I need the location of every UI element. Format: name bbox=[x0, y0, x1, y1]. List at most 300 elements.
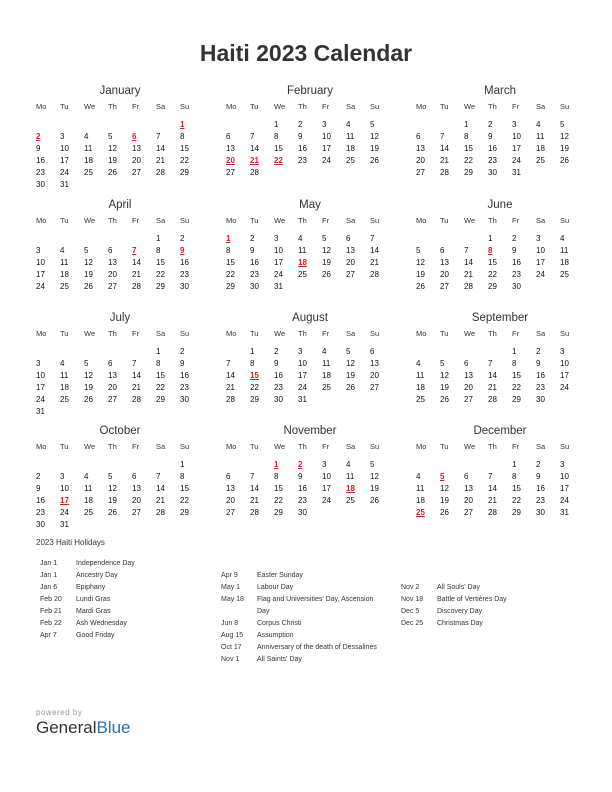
holidays-title: 2023 Haiti Holidays bbox=[36, 538, 105, 547]
day-cell: 5 bbox=[370, 120, 375, 129]
month-name: April bbox=[108, 199, 132, 211]
day-cell: 9 bbox=[536, 472, 541, 481]
holiday-name: Good Friday bbox=[76, 632, 115, 639]
holiday-date: Oct 17 bbox=[221, 644, 242, 651]
week-row bbox=[226, 155, 394, 167]
weekday-label: Sa bbox=[156, 216, 166, 225]
day-cell bbox=[560, 281, 584, 293]
week-row bbox=[36, 519, 204, 531]
week-row bbox=[36, 358, 204, 370]
page-title: Haiti 2023 Calendar bbox=[199, 40, 413, 66]
day-cell: 14 bbox=[132, 258, 141, 267]
day-cell: 22 bbox=[226, 270, 235, 279]
holiday-date: Apr 7 bbox=[40, 632, 57, 639]
day-cell: 5 bbox=[416, 246, 421, 255]
day-cell: 21 bbox=[132, 383, 141, 392]
week-row bbox=[226, 281, 394, 293]
brand-logo[interactable] bbox=[36, 718, 131, 738]
day-cell: 12 bbox=[370, 132, 379, 141]
day-cell: 21 bbox=[488, 383, 497, 392]
day-cell: 31 bbox=[36, 407, 45, 416]
day-cell: 2 bbox=[512, 234, 517, 243]
day-cell bbox=[36, 233, 60, 245]
holiday-item bbox=[40, 594, 135, 606]
day-cell bbox=[226, 459, 250, 471]
day-cell bbox=[560, 167, 584, 179]
day-cell: 27 bbox=[464, 508, 473, 517]
weekday-header bbox=[226, 327, 394, 341]
day-cell: 24 bbox=[536, 270, 545, 279]
weekday-label: We bbox=[84, 442, 96, 451]
week-row bbox=[36, 167, 204, 179]
day-cell: 21 bbox=[226, 383, 235, 392]
weekday-label: Su bbox=[370, 442, 380, 451]
day-cell bbox=[132, 346, 156, 358]
day-cell bbox=[108, 519, 132, 531]
weekday-label: Sa bbox=[536, 329, 546, 338]
day-cell bbox=[370, 507, 394, 519]
day-cell: 24 bbox=[322, 496, 331, 505]
day-cell: 1 bbox=[512, 347, 517, 356]
day-cell: 31 bbox=[60, 180, 69, 189]
day-cell: 16 bbox=[36, 496, 45, 505]
day-cell: 16 bbox=[36, 156, 45, 165]
week-row bbox=[36, 471, 204, 483]
day-cell: 25 bbox=[346, 156, 355, 165]
day-cell bbox=[416, 459, 440, 471]
holiday-item bbox=[40, 558, 135, 570]
day-cell: 24 bbox=[560, 496, 569, 505]
day-cell: 17 bbox=[512, 144, 521, 153]
powered-by-text: powered by bbox=[36, 708, 83, 717]
weekday-label: Sa bbox=[346, 329, 356, 338]
weekday-label: Mo bbox=[416, 216, 427, 225]
week-row bbox=[36, 507, 204, 519]
day-cell: 29 bbox=[488, 282, 497, 291]
day-cell: 10 bbox=[298, 359, 307, 368]
day-cell: 4 bbox=[416, 359, 421, 368]
weekday-label: Sa bbox=[156, 442, 166, 451]
day-cell: 11 bbox=[346, 132, 355, 141]
week-row bbox=[416, 507, 584, 519]
week-row bbox=[416, 346, 584, 358]
day-cell bbox=[132, 519, 156, 531]
day-cell: 11 bbox=[346, 472, 355, 481]
day-cell: 10 bbox=[322, 472, 331, 481]
week-row bbox=[416, 233, 584, 245]
weekday-label: Th bbox=[488, 442, 497, 451]
week-row bbox=[226, 257, 394, 269]
day-cell: 26 bbox=[370, 156, 379, 165]
week-row bbox=[36, 346, 204, 358]
weekday-label: We bbox=[84, 329, 96, 338]
weekday-label: Th bbox=[488, 102, 497, 111]
day-cell: 4 bbox=[346, 120, 351, 129]
holiday-date: Jun 8 bbox=[221, 620, 239, 627]
day-cell bbox=[464, 346, 488, 358]
weekday-label: Tu bbox=[60, 216, 69, 225]
weekday-label: Tu bbox=[440, 102, 449, 111]
day-cell: 27 bbox=[346, 270, 355, 279]
weekday-label: Sa bbox=[536, 102, 546, 111]
holiday-date: Nov 18 bbox=[401, 596, 424, 603]
day-cell: 5 bbox=[322, 234, 327, 243]
day-cell: 16 bbox=[512, 258, 521, 267]
weekday-label: Th bbox=[108, 102, 117, 111]
day-cell bbox=[274, 167, 298, 179]
holiday-item bbox=[221, 630, 377, 642]
day-cell: 29 bbox=[512, 395, 521, 404]
day-cell: 16 bbox=[488, 144, 497, 153]
day-cell: 9 bbox=[180, 359, 185, 368]
holiday-name: Anniversary of the death of Dessalines bbox=[257, 644, 377, 651]
day-cell: 26 bbox=[322, 270, 331, 279]
week-row bbox=[416, 257, 584, 269]
day-cell: 14 bbox=[488, 484, 497, 493]
day-cell: 22 bbox=[512, 383, 521, 392]
weekday-label: Su bbox=[560, 329, 570, 338]
week-row bbox=[416, 143, 584, 155]
day-cell: 5 bbox=[560, 120, 565, 129]
day-cell bbox=[84, 346, 108, 358]
week-row bbox=[416, 394, 584, 406]
weekday-label: Th bbox=[298, 329, 307, 338]
day-cell: 11 bbox=[416, 371, 425, 380]
day-cell: 14 bbox=[250, 484, 259, 493]
day-cell bbox=[84, 406, 108, 418]
holiday-column bbox=[401, 582, 507, 630]
day-cell bbox=[156, 459, 180, 471]
day-cell: 23 bbox=[536, 496, 545, 505]
weekday-label: Th bbox=[298, 102, 307, 111]
day-cell bbox=[298, 167, 322, 179]
day-cell: 14 bbox=[440, 144, 449, 153]
day-cell: 22 bbox=[156, 383, 165, 392]
day-cell: 13 bbox=[226, 484, 235, 493]
day-cell: 25 bbox=[322, 383, 331, 392]
day-cell: 3 bbox=[36, 359, 41, 368]
day-cell: 24 bbox=[60, 168, 69, 177]
weekday-label: Mo bbox=[416, 329, 427, 338]
holiday-date: Feb 22 bbox=[40, 620, 62, 627]
day-cell: 13 bbox=[108, 258, 117, 267]
month-name: November bbox=[283, 425, 337, 437]
holiday-date: Apr 9 bbox=[221, 572, 238, 579]
day-cell: 5 bbox=[108, 472, 113, 481]
weekday-label: Su bbox=[370, 102, 380, 111]
day-cell bbox=[346, 507, 370, 519]
day-cell: 29 bbox=[156, 282, 165, 291]
day-cell: 3 bbox=[560, 460, 565, 469]
day-cell bbox=[180, 406, 204, 418]
day-cell: 27 bbox=[416, 168, 425, 177]
weekday-label: We bbox=[464, 442, 476, 451]
day-cell: 16 bbox=[298, 144, 307, 153]
day-cell bbox=[132, 119, 156, 131]
weekday-label: Th bbox=[108, 216, 117, 225]
day-cell: 20 bbox=[464, 496, 473, 505]
day-cell: 15 bbox=[274, 484, 283, 493]
day-cell: 13 bbox=[108, 371, 117, 380]
month-january bbox=[36, 84, 204, 191]
weekday-label: Mo bbox=[226, 442, 237, 451]
week-row bbox=[226, 269, 394, 281]
day-cell: 11 bbox=[84, 484, 93, 493]
holiday-item bbox=[40, 570, 135, 582]
day-cell: 28 bbox=[440, 168, 449, 177]
holiday-date: Jan 1 bbox=[40, 572, 58, 579]
week-row bbox=[226, 167, 394, 179]
day-cell bbox=[488, 346, 512, 358]
day-cell: 13 bbox=[464, 484, 473, 493]
holiday-item bbox=[221, 594, 377, 606]
day-cell: 17 bbox=[536, 258, 545, 267]
day-cell: 30 bbox=[536, 508, 545, 517]
holiday-date: Jan 6 bbox=[40, 584, 58, 591]
week-row bbox=[36, 370, 204, 382]
day-cell: 26 bbox=[346, 383, 355, 392]
day-cell: 8 bbox=[250, 359, 255, 368]
holiday-item bbox=[40, 630, 135, 642]
day-cell: 7 bbox=[250, 472, 255, 481]
week-row bbox=[36, 155, 204, 167]
weekday-label: Tu bbox=[250, 102, 259, 111]
day-cell: 16 bbox=[298, 484, 307, 493]
weekday-label: We bbox=[274, 442, 286, 451]
day-cell: 14 bbox=[156, 484, 165, 493]
holiday-name: Ash Wednesday bbox=[76, 620, 127, 627]
week-row bbox=[36, 179, 204, 191]
day-cell bbox=[132, 459, 156, 471]
day-cell: 29 bbox=[512, 508, 521, 517]
day-cell bbox=[108, 406, 132, 418]
day-cell: 22 bbox=[156, 270, 165, 279]
day-cell: 18 bbox=[84, 496, 93, 505]
day-cell: 6 bbox=[108, 246, 113, 255]
day-cell: 10 bbox=[560, 359, 569, 368]
day-cell: 11 bbox=[416, 484, 425, 493]
day-cell bbox=[440, 459, 464, 471]
week-row bbox=[416, 155, 584, 167]
day-cell: 26 bbox=[416, 282, 425, 291]
month-august bbox=[226, 311, 394, 406]
day-cell: 8 bbox=[274, 132, 279, 141]
day-cell: 17 bbox=[560, 484, 569, 493]
day-cell: 17 bbox=[36, 383, 45, 392]
day-cell: 14 bbox=[464, 258, 473, 267]
day-cell: 20 bbox=[416, 156, 425, 165]
day-cell: 20 bbox=[440, 270, 449, 279]
day-cell: 2 bbox=[180, 234, 185, 243]
day-cell bbox=[440, 233, 464, 245]
day-cell: 18 bbox=[322, 371, 331, 380]
day-cell: 2 bbox=[274, 347, 279, 356]
weekday-label: Su bbox=[180, 102, 190, 111]
day-cell: 6 bbox=[108, 359, 113, 368]
day-cell bbox=[346, 394, 370, 406]
day-cell: 3 bbox=[512, 120, 517, 129]
day-cell bbox=[416, 233, 440, 245]
holiday-day-cell: 8 bbox=[488, 246, 493, 255]
day-cell bbox=[60, 233, 84, 245]
day-cell: 18 bbox=[60, 270, 69, 279]
day-cell: 17 bbox=[60, 156, 69, 165]
holiday-item bbox=[401, 618, 507, 630]
footer bbox=[36, 708, 131, 738]
day-cell bbox=[322, 507, 346, 519]
weekday-label: Fr bbox=[322, 329, 330, 338]
day-cell: 19 bbox=[108, 496, 117, 505]
day-cell: 26 bbox=[108, 508, 117, 517]
day-cell bbox=[108, 459, 132, 471]
weekday-label: Tu bbox=[440, 442, 449, 451]
holiday-date: Nov 2 bbox=[401, 584, 420, 591]
weekday-label: Mo bbox=[226, 216, 237, 225]
day-cell: 13 bbox=[440, 258, 449, 267]
holiday-name: Corpus Christi bbox=[257, 620, 302, 627]
weekday-label: Th bbox=[108, 442, 117, 451]
month-may bbox=[226, 198, 394, 293]
weekday-label: Fr bbox=[132, 216, 140, 225]
day-cell: 22 bbox=[512, 496, 521, 505]
day-cell: 7 bbox=[464, 246, 469, 255]
weekday-label: Th bbox=[298, 442, 307, 451]
holiday-column bbox=[40, 558, 135, 642]
week-row bbox=[36, 281, 204, 293]
day-cell: 3 bbox=[560, 347, 565, 356]
holiday-day-cell: 9 bbox=[180, 246, 185, 255]
weekday-label: Mo bbox=[36, 329, 47, 338]
day-cell: 22 bbox=[180, 156, 189, 165]
week-row bbox=[36, 483, 204, 495]
day-cell: 22 bbox=[274, 496, 283, 505]
weekday-label: We bbox=[274, 102, 286, 111]
week-row bbox=[36, 131, 204, 143]
day-cell: 28 bbox=[488, 395, 497, 404]
day-cell: 14 bbox=[226, 371, 235, 380]
day-cell: 6 bbox=[226, 132, 231, 141]
day-cell: 26 bbox=[108, 168, 117, 177]
day-cell: 23 bbox=[298, 156, 307, 165]
day-cell: 7 bbox=[226, 359, 231, 368]
month-march bbox=[416, 84, 584, 179]
holiday-day-cell: 1 bbox=[180, 120, 185, 129]
holiday-day-cell: 21 bbox=[250, 156, 259, 165]
week-row bbox=[416, 483, 584, 495]
day-cell bbox=[132, 179, 156, 191]
month-november bbox=[226, 424, 394, 519]
day-cell bbox=[84, 179, 108, 191]
day-cell bbox=[108, 346, 132, 358]
weekday-label: Fr bbox=[512, 102, 520, 111]
weekday-header bbox=[226, 214, 394, 228]
day-cell: 12 bbox=[322, 246, 331, 255]
day-cell: 4 bbox=[84, 132, 89, 141]
day-cell: 25 bbox=[84, 168, 93, 177]
day-cell: 25 bbox=[416, 395, 425, 404]
day-cell: 18 bbox=[416, 496, 425, 505]
weekday-label: Tu bbox=[60, 329, 69, 338]
day-cell: 7 bbox=[370, 234, 375, 243]
holiday-day-cell: 2 bbox=[298, 460, 303, 469]
day-cell: 18 bbox=[536, 144, 545, 153]
week-row bbox=[416, 459, 584, 471]
weekday-label: Fr bbox=[512, 329, 520, 338]
day-cell bbox=[322, 167, 346, 179]
day-cell: 13 bbox=[370, 359, 379, 368]
weekday-label: Tu bbox=[60, 442, 69, 451]
day-cell: 12 bbox=[440, 484, 449, 493]
day-cell: 26 bbox=[84, 282, 93, 291]
weekday-label: Th bbox=[488, 216, 497, 225]
day-cell: 7 bbox=[488, 359, 493, 368]
day-cell: 18 bbox=[560, 258, 569, 267]
day-cell: 18 bbox=[60, 383, 69, 392]
day-cell: 14 bbox=[488, 371, 497, 380]
day-cell: 23 bbox=[274, 383, 283, 392]
day-cell: 9 bbox=[250, 246, 255, 255]
day-cell: 29 bbox=[156, 395, 165, 404]
week-row bbox=[36, 233, 204, 245]
weekday-label: Sa bbox=[346, 442, 356, 451]
day-cell: 14 bbox=[132, 371, 141, 380]
month-february bbox=[226, 84, 394, 179]
week-row bbox=[36, 257, 204, 269]
day-cell: 8 bbox=[464, 132, 469, 141]
weekday-label: Th bbox=[298, 216, 307, 225]
day-cell: 28 bbox=[226, 395, 235, 404]
holiday-day-cell: 18 bbox=[346, 484, 355, 493]
day-cell: 28 bbox=[488, 508, 497, 517]
month-name: December bbox=[473, 425, 527, 437]
day-cell: 23 bbox=[180, 270, 189, 279]
day-cell: 9 bbox=[536, 359, 541, 368]
weekday-label: We bbox=[84, 102, 96, 111]
day-cell: 5 bbox=[108, 132, 113, 141]
day-cell bbox=[370, 281, 394, 293]
week-row bbox=[416, 382, 584, 394]
holiday-day-cell: 20 bbox=[226, 156, 235, 165]
day-cell: 4 bbox=[346, 460, 351, 469]
day-cell: 6 bbox=[464, 472, 469, 481]
day-cell: 20 bbox=[108, 270, 117, 279]
week-row bbox=[36, 143, 204, 155]
weekday-header bbox=[36, 100, 204, 114]
day-cell: 29 bbox=[180, 168, 189, 177]
day-cell: 11 bbox=[60, 258, 69, 267]
weekday-label: Su bbox=[370, 329, 380, 338]
day-cell: 4 bbox=[560, 234, 565, 243]
day-cell: 13 bbox=[346, 246, 355, 255]
day-cell: 17 bbox=[322, 144, 331, 153]
day-cell: 24 bbox=[60, 508, 69, 517]
weekday-header bbox=[36, 327, 204, 341]
day-cell: 28 bbox=[156, 168, 165, 177]
day-cell bbox=[60, 459, 84, 471]
day-cell: 29 bbox=[464, 168, 473, 177]
day-cell: 14 bbox=[250, 144, 259, 153]
day-cell: 31 bbox=[298, 395, 307, 404]
week-row bbox=[226, 483, 394, 495]
day-cell bbox=[132, 406, 156, 418]
day-cell: 6 bbox=[464, 359, 469, 368]
day-cell: 28 bbox=[132, 395, 141, 404]
holiday-item bbox=[401, 582, 507, 594]
weekday-label: Th bbox=[108, 329, 117, 338]
day-cell: 28 bbox=[132, 282, 141, 291]
day-cell: 3 bbox=[298, 347, 303, 356]
day-cell: 15 bbox=[512, 371, 521, 380]
